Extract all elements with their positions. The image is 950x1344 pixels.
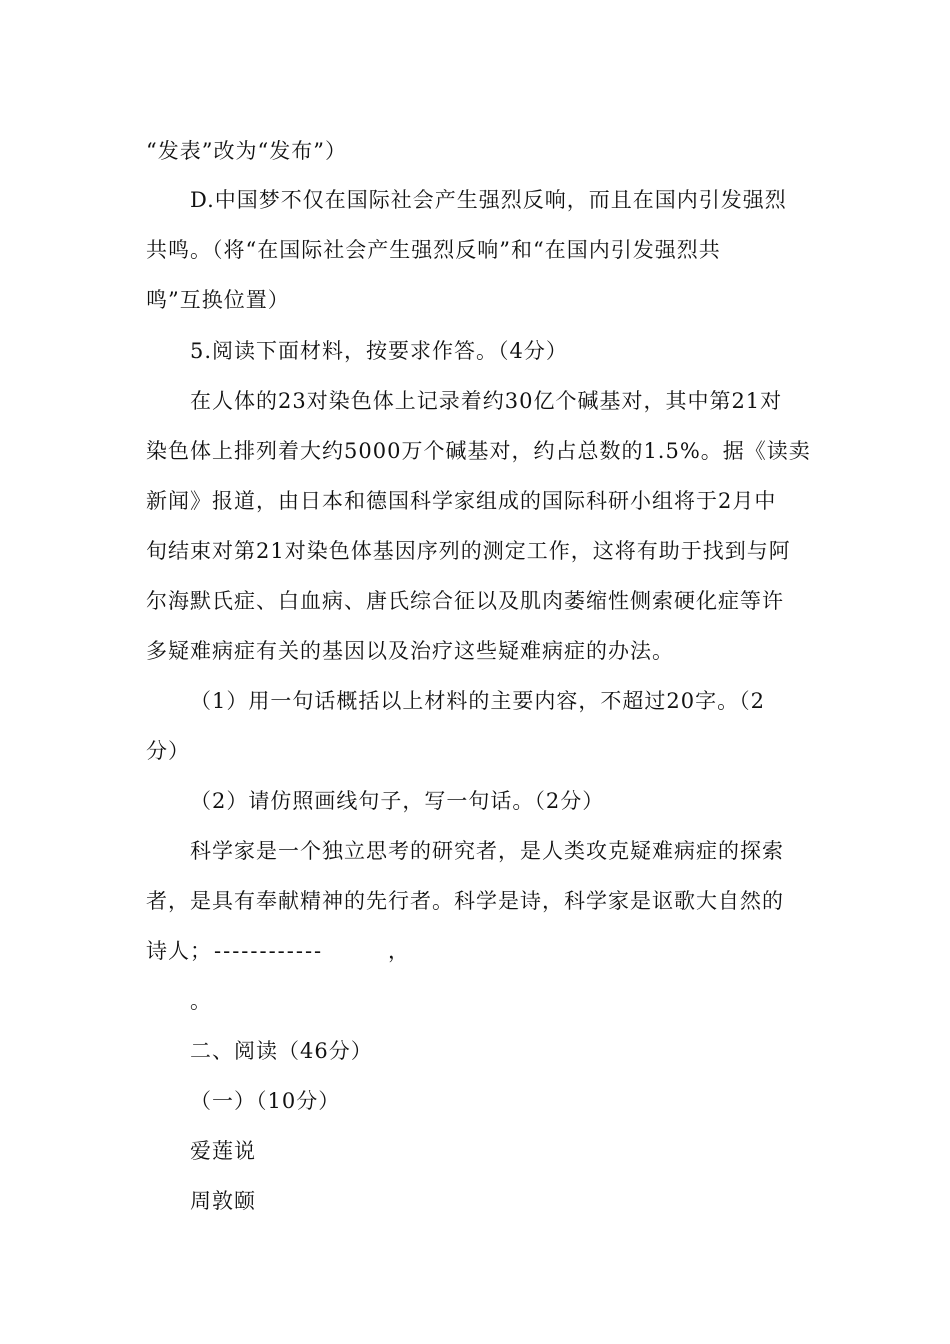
question-5-heading: 5.阅读下面材料，按要求作答。（4分） [190, 339, 568, 363]
blank-period: 。 [190, 989, 212, 1013]
text-line-11: 多疑难病症有关的基因以及治疗这些疑难病症的办法。 [146, 639, 674, 663]
answer-blank: ------------ [214, 939, 324, 963]
section-2-heading: 二、阅读（46分） [190, 1039, 373, 1063]
text-line-16: 者，是具有奉献精神的先行者。科学是诗，科学家是讴歌大自然的 [146, 889, 784, 913]
text-line-2: D.中国梦不仅在国际社会产生强烈反响，而且在国内引发强烈 [190, 188, 787, 212]
text-line-4: 鸣”互换位置） [146, 288, 290, 312]
text-line-6: 在人体的23对染色体上记录着约30亿个碱基对，其中第21对 [190, 389, 783, 413]
text-line-9: 旬结束对第21对染色体基因序列的测定工作，这将有助于找到与阿 [146, 539, 791, 563]
sub-question-2: （2）请仿照画线句子，写一句话。（2分） [190, 789, 605, 813]
text-line-15: 科学家是一个独立思考的研究者，是人类攻克疑难病症的探索 [190, 839, 784, 863]
part-1-heading: （一）（10分） [190, 1089, 341, 1113]
text-line-1: “发表”改为“发布”） [146, 139, 347, 163]
text-line-7: 染色体上排列着大约5000万个碱基对，约占总数的1.5%。据《读卖 [146, 439, 811, 463]
essay-title: 爱莲说 [190, 1139, 256, 1163]
sub-question-1: （1）用一句话概括以上材料的主要内容，不超过20字。（2 [190, 689, 765, 713]
essay-author: 周敦颐 [190, 1189, 256, 1213]
text-line-17: 诗人； [146, 939, 212, 963]
blank-comma: ， [388, 939, 410, 963]
text-line-3: 共鸣。（将“在国际社会产生强烈反响”和“在国内引发强烈共 [146, 238, 721, 262]
text-line-13: 分） [146, 739, 190, 763]
text-line-10: 尔海默氏症、白血病、唐氏综合征以及肌肉萎缩性侧索硬化症等许 [146, 589, 784, 613]
text-line-8: 新闻》报道，由日本和德国科学家组成的国际科研小组将于2月中 [146, 489, 777, 513]
